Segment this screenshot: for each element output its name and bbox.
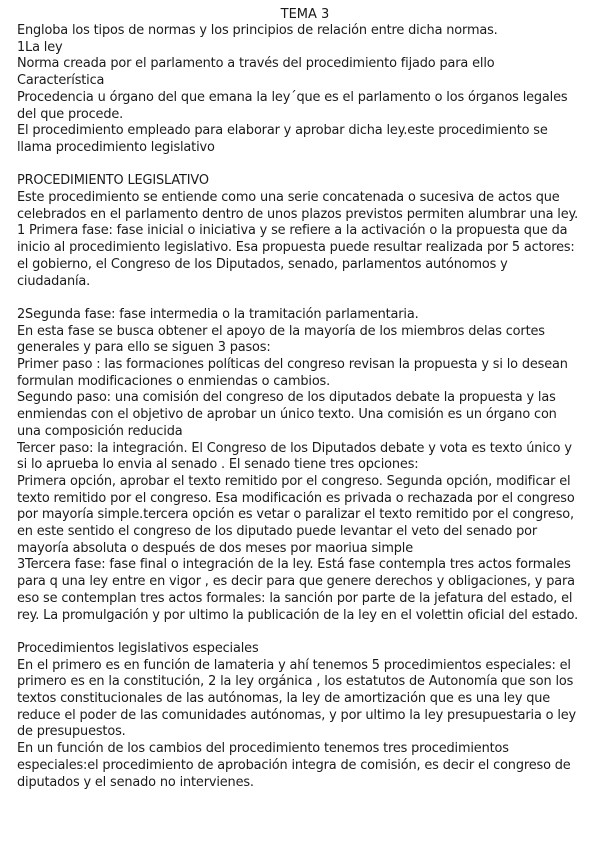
text-line: Primer paso : las formaciones políticas del congreso revisan la propuesta y si lo desean [17, 357, 568, 373]
text-line: En un función de los cambios del procedimiento tenemos tres procedimientos [17, 741, 509, 757]
blank-line [17, 624, 593, 641]
text-line: eso se contemplan tres actos formales: la sanción por parte de la jefatura del estado, el [17, 590, 573, 606]
text-line: Procedimientos legislativos especiales [17, 640, 259, 656]
text-line: diputados y el senado no intervienes. [17, 774, 254, 790]
text-line: de presupuestos. [17, 724, 126, 740]
document-body [17, 23, 593, 791]
text-line: mayoría absoluta o después de dos meses por maoriua simple [17, 540, 413, 556]
text-line: 2Segunda fase: fase intermedia o la tramitación parlamentaria. [17, 306, 419, 322]
text-line: el gobierno, el Congreso de los Diputados, senado, parlamentos autónomos y [17, 256, 508, 272]
text-line: inicio al procedimiento legislativo. Esa propuesta puede resultar realizada por 5 actores: [17, 240, 575, 256]
text-line: En el primero es en función de lamateria y ahí tenemos 5 procedimientos especiales: el [17, 657, 571, 673]
text-line: texto remitido por el congreso. Esa modificación es privada o rechazada por el congreso [17, 490, 575, 506]
text-line: si lo aprueba lo envia al senado . El senado tiene tres opciones: [17, 457, 419, 473]
text-line: especiales:el procedimiento de aprobación integra de comisión, es decir el congreso de [17, 757, 571, 773]
text-line: ciudadanía. [17, 273, 91, 289]
text-line: Tercer paso: la integración. El Congreso de los Diputados debate y vota es texto único y [17, 440, 572, 456]
text-line: enmiendas con el objetivo de aprobar un único texto. Una comisión es un órgano con [17, 407, 557, 423]
text-line: celebrados en el parlamento dentro de unos plazos previstos permiten alumbrar una ley. [17, 206, 579, 222]
text-line: generales y para ello se siguen 3 pasos: [17, 340, 271, 356]
text-line: primero es en la constitución, 2 la ley orgánica , los estatutos de Autonomía que son los [17, 674, 574, 690]
text-line: del que procede. [17, 106, 124, 122]
text-line: por mayoría simple.tercera opción es vetar o paralizar el texto remitido por el congreso, [17, 507, 574, 523]
text-line: textos constitucionales de las autónomas, la ley de amortización que es una ley que [17, 691, 551, 707]
text-line: 3Tercera fase: fase final o integración de la ley. Está fase contempla tres actos formales [17, 557, 571, 573]
text-line: para q una ley entre en vigor , es decir para que genere derechos y obligaciones, y para [17, 574, 575, 590]
text-line: una composición reducida [17, 423, 183, 439]
text-line: Procedencia u órgano del que emana la ley´que es el parlamento o los órganos legales [17, 89, 568, 105]
text-line: Norma creada por el parlamento a través del procedimiento fijado para ello [17, 56, 495, 72]
text-line: en este sentido el congreso de los diputado puede levantar el veto del senado por [17, 524, 538, 540]
text-line: Este procedimiento se entiende como una serie concatenada o sucesiva de actos que [17, 190, 560, 206]
page-title: TEMA 3 [280, 7, 330, 22]
blank-line [17, 290, 593, 307]
text-line: rey. La promulgación y por ultimo la publicación de la ley en el volettin oficial del estado. [17, 607, 579, 623]
text-line: El procedimiento empleado para elaborar y aprobar dicha ley.este procedimiento se [17, 123, 548, 139]
text-line: Engloba los tipos de normas y los principios de relación entre dicha normas. [17, 23, 498, 38]
blank-line [17, 157, 593, 174]
text-line: En esta fase se busca obtener el apoyo de la mayoría de los miembros delas cortes [17, 323, 545, 339]
text-line: Primera opción, aprobar el texto remitido por el congreso. Segunda opción, modificar el [17, 473, 571, 489]
text-line: 1 Primera fase: fase inicial o iniciativa y se refiere a la activación o la propuesta que da [17, 223, 568, 239]
text-line: 1La ley [17, 39, 63, 55]
text-line: Segundo paso: una comisión del congreso de los diputados debate la propuesta y las [17, 390, 556, 406]
text-line: Característica [17, 73, 105, 89]
text-line: llama procedimiento legislativo [17, 139, 215, 155]
text-line: formulan modificaciones o enmiendas o cambios. [17, 373, 331, 389]
text-line: reduce el poder de las comunidades autónomas, y por ultimo la ley presupuestaria o ley [17, 707, 577, 723]
text-line: PROCEDIMIENTO LEGISLATIVO [17, 173, 209, 189]
